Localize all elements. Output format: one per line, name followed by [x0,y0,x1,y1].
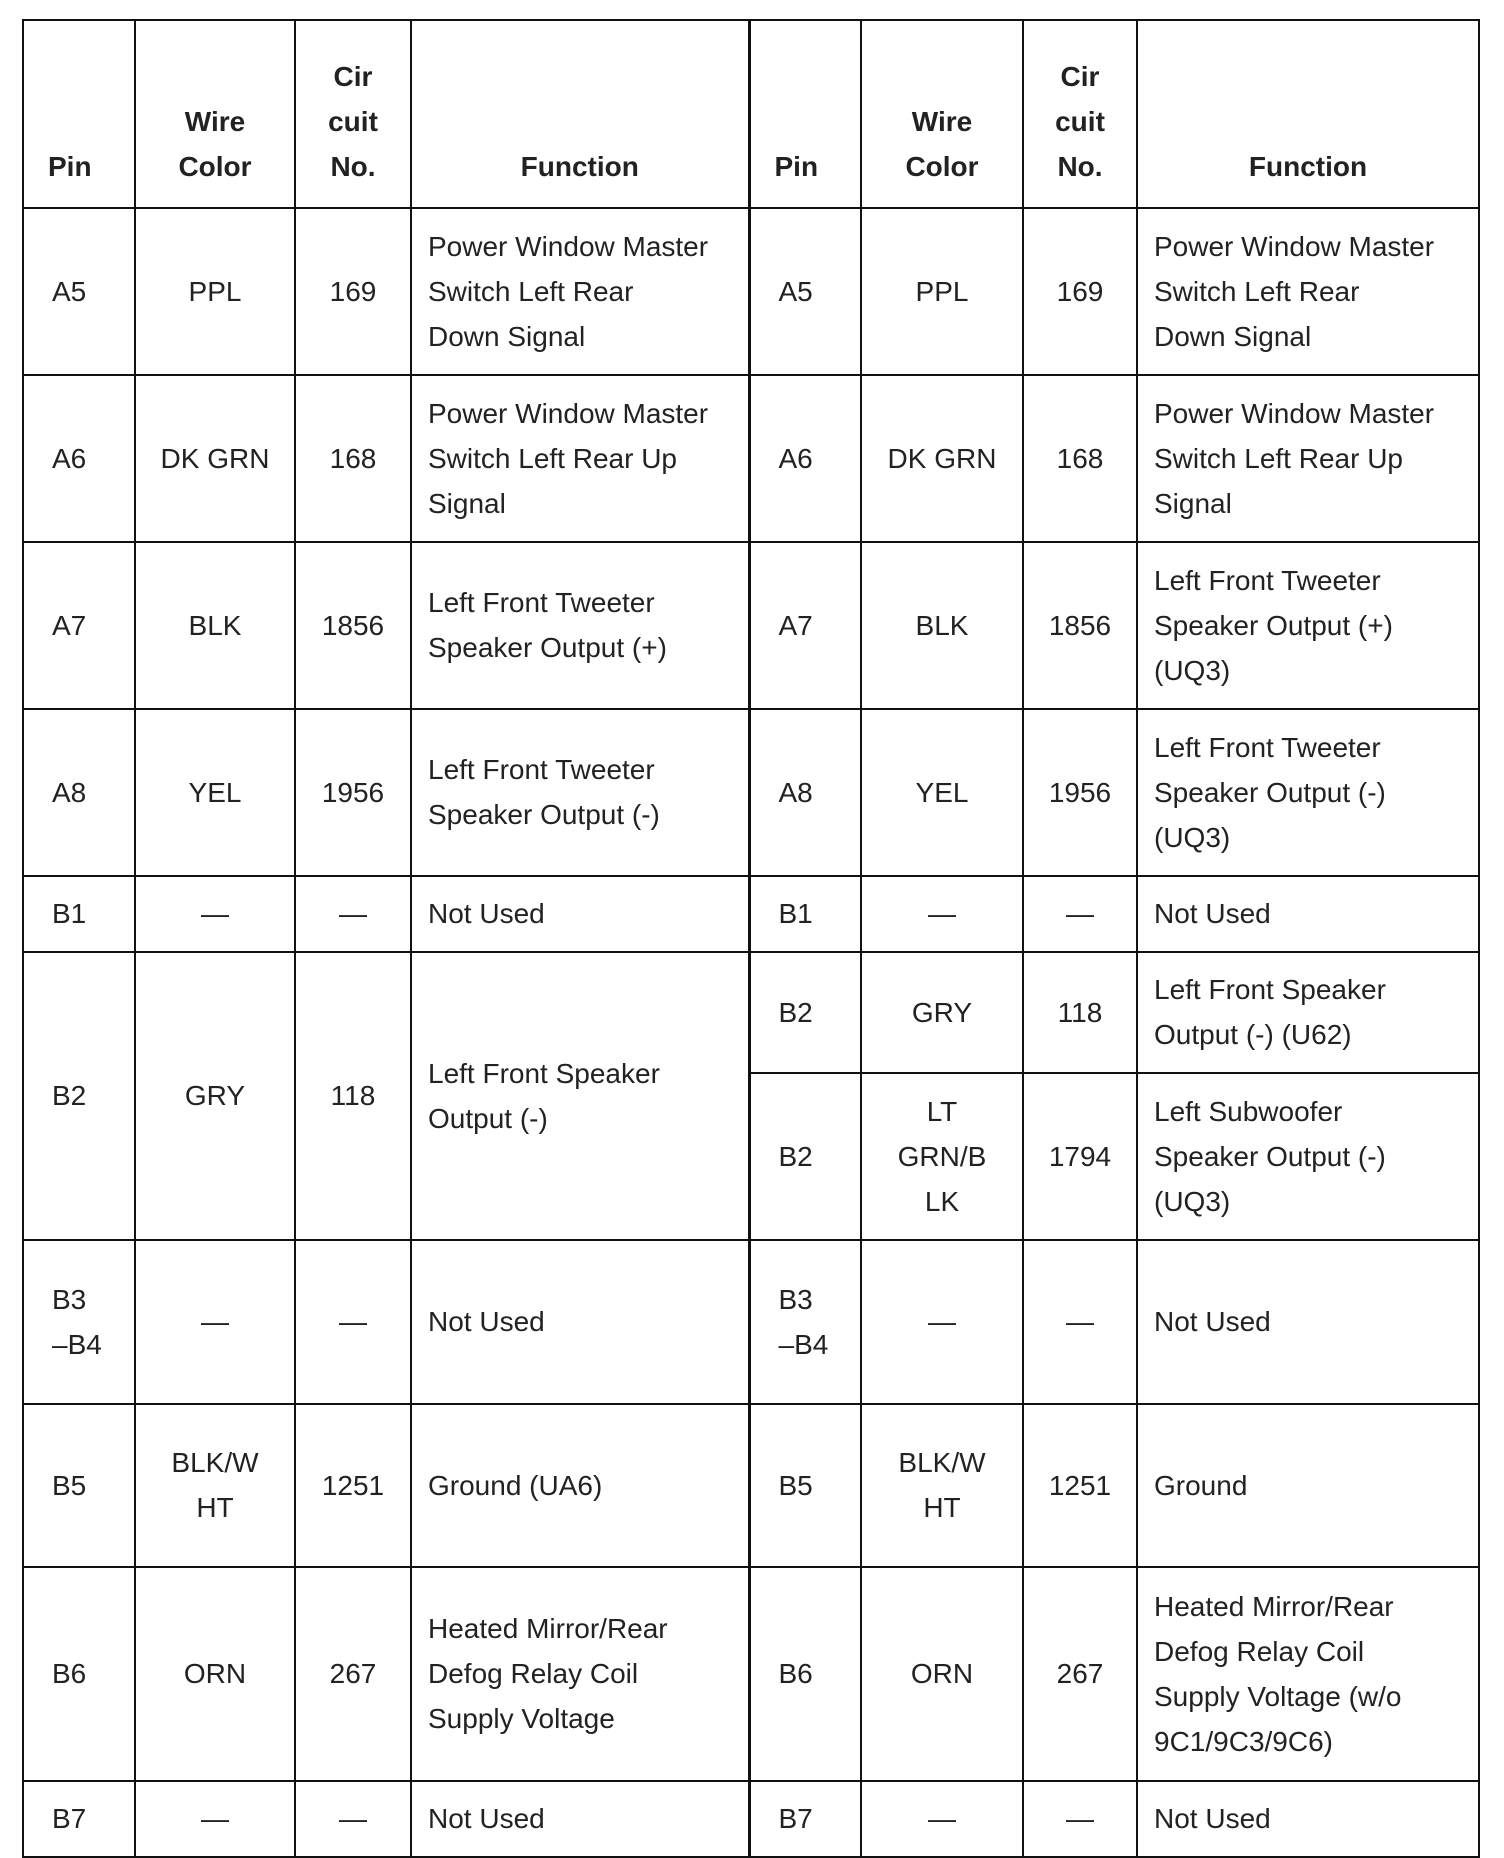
function-cell: Not Used [1137,1240,1479,1404]
function-cell: Heated Mirror/Rear Defog Relay Coil Supply Voltage (w/o 9C1/9C3/9C6) [1137,1567,1479,1780]
pin-cell: B2 [23,952,135,1240]
circuit-cell: 168 [295,375,411,542]
pin-cell: B5 [749,1404,861,1568]
pin-cell: A5 [23,208,135,375]
col-header-circuit-no: Cir cuit No. [295,20,411,208]
function-cell: Left Front Tweeter Speaker Output (-) [411,709,749,876]
circuit-cell: 1856 [295,542,411,709]
pin-cell: B1 [23,876,135,952]
pin-cell: A7 [749,542,861,709]
wire-color-cell: ORN [861,1567,1023,1780]
circuit-cell: 168 [1023,375,1137,542]
wire-color-cell: ORN [135,1567,295,1780]
circuit-cell: 1251 [1023,1404,1137,1568]
wire-color-cell: BLK/W HT [135,1404,295,1568]
function-cell: Left Front Speaker Output (-) [411,952,749,1240]
pin-cell: B7 [23,1781,135,1857]
function-cell: Power Window Master Switch Left Rear Down Signal [411,208,749,375]
function-cell: Power Window Master Switch Left Rear Down Signal [1137,208,1479,375]
pin-cell: B3 –B4 [749,1240,861,1404]
pin-cell: B6 [23,1567,135,1780]
circuit-cell: 1794 [1023,1073,1137,1240]
table-row [23,375,1479,542]
wire-color-cell: BLK [135,542,295,709]
circuit-cell: 1856 [1023,542,1137,709]
function-cell: Left Front Tweeter Speaker Output (+) (UQ3) [1137,542,1479,709]
table-row [23,1781,1479,1857]
function-cell: Not Used [1137,1781,1479,1857]
function-cell: Not Used [411,1781,749,1857]
function-cell: Heated Mirror/Rear Defog Relay Coil Supply Voltage [411,1567,749,1780]
circuit-cell: 267 [1023,1567,1137,1780]
pin-cell: A6 [749,375,861,542]
pin-cell: B3 –B4 [23,1240,135,1404]
circuit-cell: 1956 [295,709,411,876]
table-row [23,1567,1479,1780]
col-header-function: Function [1137,20,1479,208]
wire-color-cell: GRY [135,952,295,1240]
circuit-cell: 169 [295,208,411,375]
pin-cell: A7 [23,542,135,709]
pin-cell: A8 [23,709,135,876]
circuit-cell: 118 [295,952,411,1240]
pin-cell: B1 [749,876,861,952]
table-row [23,1404,1479,1568]
circuit-cell: 1956 [1023,709,1137,876]
wire-color-cell: PPL [135,208,295,375]
circuit-cell: 1251 [295,1404,411,1568]
circuit-cell: — [295,1240,411,1404]
wire-color-cell: BLK/W HT [861,1404,1023,1568]
circuit-cell: — [1023,876,1137,952]
wire-color-cell: — [135,1781,295,1857]
col-header-function: Function [411,20,749,208]
wire-color-cell: BLK [861,542,1023,709]
wire-color-cell: GRY [861,952,1023,1073]
wire-color-cell: DK GRN [861,375,1023,542]
pinout-table [22,19,1480,1858]
pin-cell: A5 [749,208,861,375]
pin-cell: B6 [749,1567,861,1780]
circuit-cell: 169 [1023,208,1137,375]
wire-color-cell: YEL [135,709,295,876]
wire-color-cell: YEL [861,709,1023,876]
col-header-circuit-no: Cir cuit No. [1023,20,1137,208]
wire-color-cell: — [135,876,295,952]
table-row [23,952,1479,1073]
wire-color-cell: — [861,1781,1023,1857]
pin-cell: B2 [749,1073,861,1240]
function-cell: Not Used [411,1240,749,1404]
pin-cell: B5 [23,1404,135,1568]
function-cell: Not Used [1137,876,1479,952]
circuit-cell: — [295,1781,411,1857]
col-header-pin: Pin [23,20,135,208]
col-header-wire-color: Wire Color [861,20,1023,208]
pin-cell: B2 [749,952,861,1073]
function-cell: Left Front Tweeter Speaker Output (-) (UQ3) [1137,709,1479,876]
table-row [23,709,1479,876]
wire-color-cell: DK GRN [135,375,295,542]
function-cell: Ground (UA6) [411,1404,749,1568]
table-row [23,1240,1479,1404]
table-row [23,542,1479,709]
function-cell: Power Window Master Switch Left Rear Up Signal [411,375,749,542]
pin-cell: B7 [749,1781,861,1857]
pin-cell: A6 [23,375,135,542]
function-cell: Power Window Master Switch Left Rear Up Signal [1137,375,1479,542]
wire-color-cell: PPL [861,208,1023,375]
wire-color-cell: — [861,876,1023,952]
wire-color-cell: LT GRN/B LK [861,1073,1023,1240]
circuit-cell: — [295,876,411,952]
table-row [23,876,1479,952]
header-row [23,20,1479,208]
circuit-cell: 118 [1023,952,1137,1073]
pin-cell: A8 [749,709,861,876]
wire-color-cell: — [135,1240,295,1404]
wire-color-cell: — [861,1240,1023,1404]
function-cell: Left Front Tweeter Speaker Output (+) [411,542,749,709]
function-cell: Left Subwoofer Speaker Output (-) (UQ3) [1137,1073,1479,1240]
circuit-cell: — [1023,1240,1137,1404]
col-header-wire-color: Wire Color [135,20,295,208]
col-header-pin: Pin [749,20,861,208]
function-cell: Ground [1137,1404,1479,1568]
function-cell: Left Front Speaker Output (-) (U62) [1137,952,1479,1073]
circuit-cell: — [1023,1781,1137,1857]
circuit-cell: 267 [295,1567,411,1780]
function-cell: Not Used [411,876,749,952]
table-row [23,208,1479,375]
